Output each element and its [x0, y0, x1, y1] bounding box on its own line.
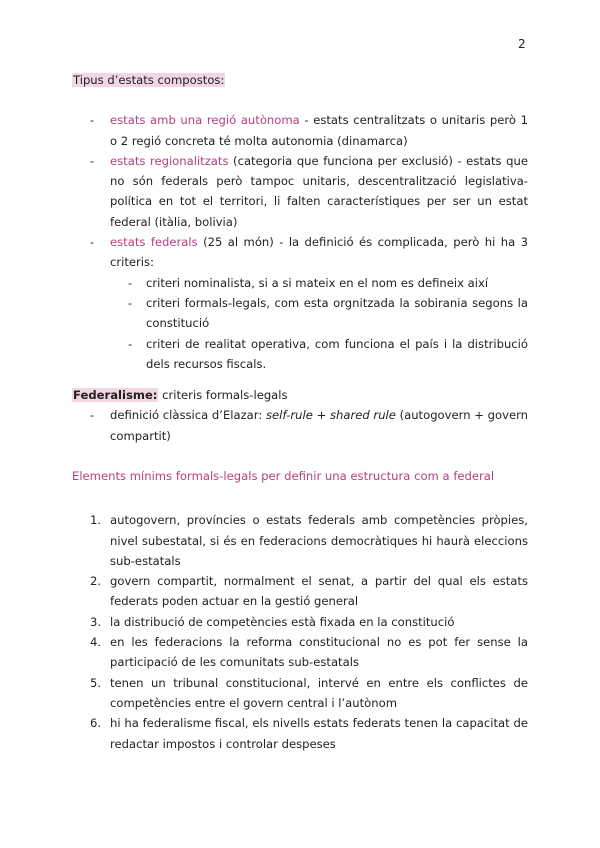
item-text: hi ha federalisme fiscal, els nivells estats federats tenen la capacitat de redactar impostos i controlar despeses	[110, 716, 528, 751]
criteria-list	[110, 273, 528, 374]
item-number: 1.	[90, 513, 102, 528]
item-number: 3.	[90, 614, 102, 629]
section-estats-compostos	[72, 70, 528, 374]
term-self-rule: self-rule	[265, 408, 313, 423]
item-text: en les federacions la reforma constitucional no es pot fer sense la participació de les comunitats sub-estatals	[110, 635, 528, 670]
heading-text: Federalisme:	[73, 388, 158, 402]
item-text: govern compartit, normalment el senat, a partir del qual els estats federats poden actuar en la gestió general	[110, 574, 528, 609]
section-elements-minims	[72, 466, 528, 754]
item-text: autogovern, províncies o estats federals amb competències pròpies, nivel subestatal, si és en federacions democràtiques hi haurà eleccions sub-estatals	[110, 513, 528, 568]
item-number: 6.	[90, 716, 102, 731]
estats-list	[72, 110, 528, 374]
list-item	[72, 612, 528, 632]
item-text: tenen un tribunal constitucional, intervé en entre els conflictes de competències entre el govern central i l’autònom	[110, 675, 528, 710]
item-number: 4.	[90, 635, 102, 650]
list-item	[72, 405, 528, 446]
list-item: - criteri nominalista, si a si mateix en el nom es defineix així	[110, 273, 528, 293]
list-item	[72, 510, 528, 571]
list-item	[72, 232, 528, 374]
list-item: - criteri de realitat operativa, com funciona el país i la distribució dels recursos fiscals.	[110, 334, 528, 375]
list-item	[72, 151, 528, 232]
item-text: la distribució de competències està fixada en la constitució	[110, 614, 455, 629]
definition: (25 al món) - la definició és complicada, però hi ha 3 criteris:	[110, 235, 528, 270]
section-heading-elements: Elements mínims formals-legals per definir una estructura com a federal	[72, 469, 495, 483]
list-item: - criteri formals-legals, com esta orgnitzada la sobirania segons la constitució	[110, 293, 528, 334]
item-number: 5.	[90, 675, 102, 690]
definition: (categoria que funciona per exclusió) - estats que no són federals però tampoc unitaris, descentralització legislativa-política en tot el territori, li falten característiques per ser un estat federal (itàlia, bolivia)	[110, 153, 528, 229]
item-number: 2.	[90, 574, 102, 589]
federalisme-list	[72, 405, 528, 446]
list-item	[72, 632, 528, 673]
plus-sign: +	[312, 408, 330, 423]
term: estats amb una regió autònoma	[110, 113, 300, 128]
item-prefix: definició clàssica d’Elazar:	[110, 408, 266, 423]
section-federalisme	[72, 385, 528, 446]
section-heading-federalisme	[72, 385, 528, 405]
list-item	[72, 673, 528, 714]
list-item	[72, 110, 528, 151]
list-item	[72, 571, 528, 612]
definition: - estats centralitzats o unitaris però 1 o 2 regió concreta té molta autonomia (dinamarca)	[110, 113, 528, 148]
term-shared-rule: shared rule	[329, 408, 396, 423]
heading-rest: criteris formals-legals	[158, 388, 288, 402]
page-number: 2	[518, 37, 526, 51]
term: estats regionalitzats	[110, 153, 229, 168]
heading-text: Tipus d’estats compostos:	[73, 73, 225, 87]
section-heading-tipus	[72, 70, 528, 90]
elements-list	[72, 510, 528, 754]
item-suffix: (autogovern + govern compartit)	[110, 408, 528, 443]
term: estats federals	[110, 235, 198, 250]
list-item	[72, 713, 528, 754]
